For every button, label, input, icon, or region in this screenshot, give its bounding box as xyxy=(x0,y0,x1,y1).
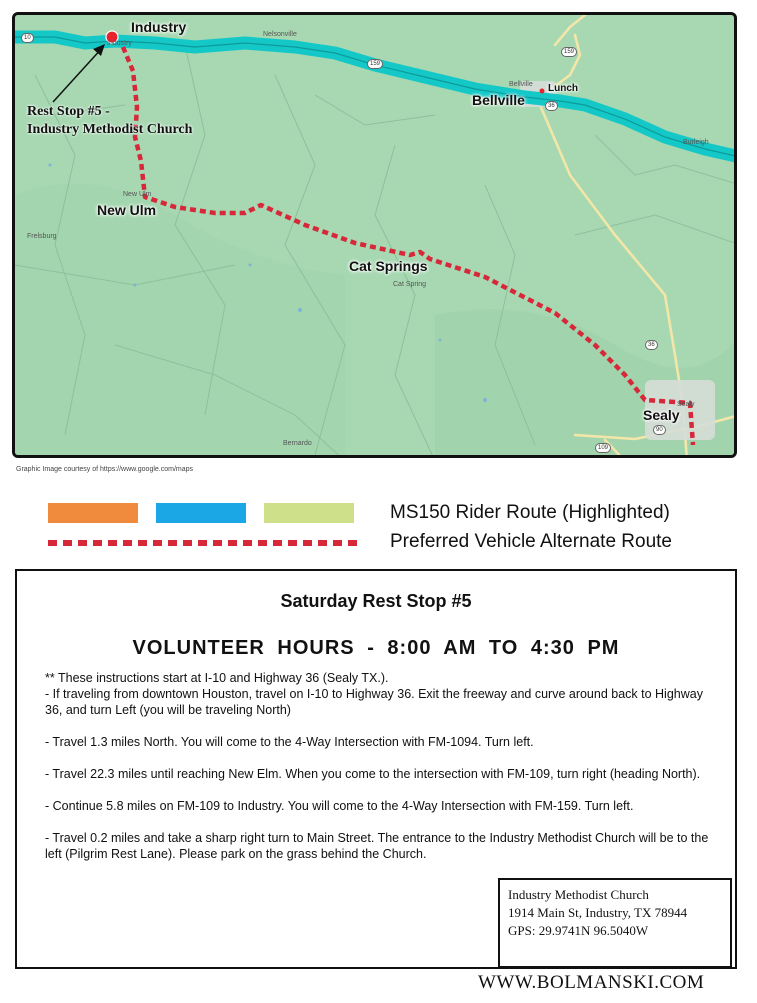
direction-step: ** These instructions start at I-10 and Highway 36 (Sealy TX.). xyxy=(45,671,389,685)
direction-step: - If traveling from downtown Houston, travel on I-10 to Highway 36. Exit the freeway and curve around back to Highway 36, and turn Left (you will be traveling North) xyxy=(45,687,703,717)
place-frelsburg: Frelsburg xyxy=(27,233,57,240)
directions-list xyxy=(45,670,715,878)
direction-step: - Travel 0.2 miles and take a sharp right turn to Main Street. The entrance to the Industry Methodist Church will be to the left (Pilgrim Rest Lane). Please park on the grass behind the Church. xyxy=(45,831,709,861)
place-sealy: Sealy xyxy=(677,401,695,408)
place-cat-spring: Cat Spring xyxy=(393,281,427,288)
rest-stop-callout xyxy=(27,103,192,139)
label-cat-springs: Cat Springs xyxy=(349,258,428,274)
direction-step: - Travel 22.3 miles until reaching New Elm. When you come to the intersection with FM-109, turn right (heading North). xyxy=(45,767,701,781)
place-burleigh: Burleigh xyxy=(683,139,709,146)
place-nelsonville: Nelsonville xyxy=(263,31,297,38)
map-graphic xyxy=(15,15,737,458)
label-industry: Industry xyxy=(131,19,187,35)
highway-shield-90: 90 xyxy=(653,425,666,435)
legend-swatch-orange xyxy=(48,503,138,523)
church-street: 1914 Main St, Industry, TX 78944 xyxy=(508,905,688,920)
label-bellville: Bellville xyxy=(472,92,525,108)
route-map xyxy=(12,12,737,458)
callout-line-2: Industry Methodist Church xyxy=(27,122,193,137)
highway-shield-36a: 36 xyxy=(645,340,658,350)
website-url[interactable]: WWW.BOLMANSKI.COM xyxy=(478,972,705,993)
highway-shield-10: 10 xyxy=(21,33,34,43)
place-bernardo: Bernardo xyxy=(283,440,312,447)
address-box xyxy=(498,878,732,968)
place-new-ulm: New Ulm xyxy=(123,191,152,198)
callout-line-1: Rest Stop #5 - xyxy=(27,104,110,119)
direction-step: - Continue 5.8 miles on FM-109 to Industry. You will come to the 4-Way Intersection with FM-159. Turn left. xyxy=(45,799,634,813)
legend-rider-route: MS150 Rider Route (Highlighted) xyxy=(390,502,670,523)
place-industry: Industry xyxy=(107,40,132,47)
label-lunch: Lunch xyxy=(548,83,578,94)
legend-dashed-line xyxy=(48,540,360,546)
highway-shield-36b: 36 xyxy=(545,101,558,111)
church-gps: GPS: 29.9741N 96.5040W xyxy=(508,923,649,938)
place-bellville: Bellville xyxy=(509,81,533,88)
volunteer-hours: VOLUNTEER HOURS - 8:00 AM TO 4:30 PM xyxy=(132,637,620,659)
legend-swatch-green xyxy=(264,503,354,523)
church-name: Industry Methodist Church xyxy=(508,887,649,902)
direction-step: - Travel 1.3 miles North. You will come to the 4-Way Intersection with FM-1094. Turn left. xyxy=(45,735,534,749)
highway-shield-109: 109 xyxy=(595,443,611,453)
label-new-ulm: New Ulm xyxy=(97,202,157,218)
map-credit: Graphic Image courtesy of https://www.google.com/maps xyxy=(16,466,194,473)
highway-shield-159a: 159 xyxy=(561,47,577,57)
legend-vehicle-route: Preferred Vehicle Alternate Route xyxy=(390,531,673,552)
rest-stop-title: Saturday Rest Stop #5 xyxy=(280,591,472,611)
label-sealy: Sealy xyxy=(643,407,680,423)
legend-swatch-blue xyxy=(156,503,246,523)
highway-shield-159b: 159 xyxy=(367,59,383,69)
